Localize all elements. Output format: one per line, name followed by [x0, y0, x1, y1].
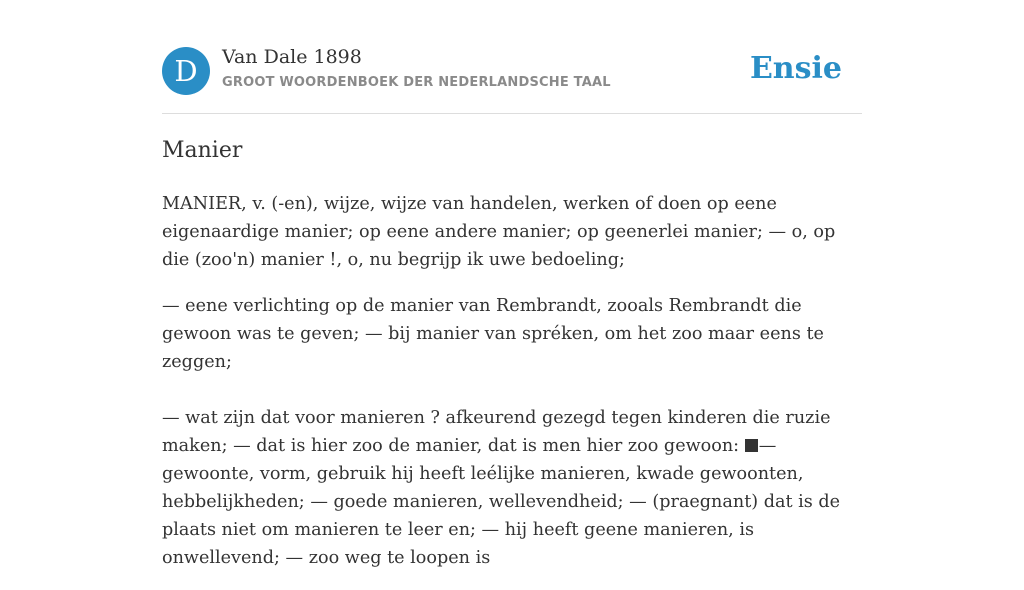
entry-headword: Manier — [162, 138, 243, 163]
definition-paragraph — [162, 404, 864, 572]
site-header — [162, 46, 862, 96]
entry-definition — [162, 190, 864, 590]
definition-paragraph: MANIER, v. (-en), wijze, wijze van handelen, werken of doen op eene eigenaardige manier; op eene andere manier; op geenerlei manier; — o, op die (zoo'n) manier !, o, nu begrijp ik uwe bedoeling; — [162, 194, 836, 270]
dictionary-subtitle: GROOT WOORDENBOEK DER NEDERLANDSCHE TAAL — [222, 75, 611, 90]
definition-text: — wat zijn dat voor manieren ? afkeurend gezegd tegen kinderen die ruzie maken; — dat is hier zoo de manier, dat is men hier zoo gewoon: — [162, 408, 831, 456]
dictionary-title[interactable]: Van Dale 1898 — [222, 46, 362, 68]
dictionary-logo[interactable]: D — [162, 47, 210, 95]
definition-paragraph: — eene verlichting op de manier van Rembrandt, zooals Rembrandt die gewoon was te geven; — bij manier van spréken, om het zoo maar eens te zeggen; — [162, 296, 824, 372]
sense-marker-icon — [745, 439, 758, 452]
header-divider — [162, 113, 862, 114]
brand-logo[interactable]: Ensie — [749, 51, 842, 86]
definition-text: — gewoonte, vorm, gebruik hij heeft leélijke manieren, kwade gewoonten, hebbelijkheden; — goede manieren, wellevendheid; — (praegnant) dat is de plaats niet om manieren te leer en; — hij heeft geene manieren, is onwellevend; — zoo weg te loopen is — [162, 436, 841, 568]
